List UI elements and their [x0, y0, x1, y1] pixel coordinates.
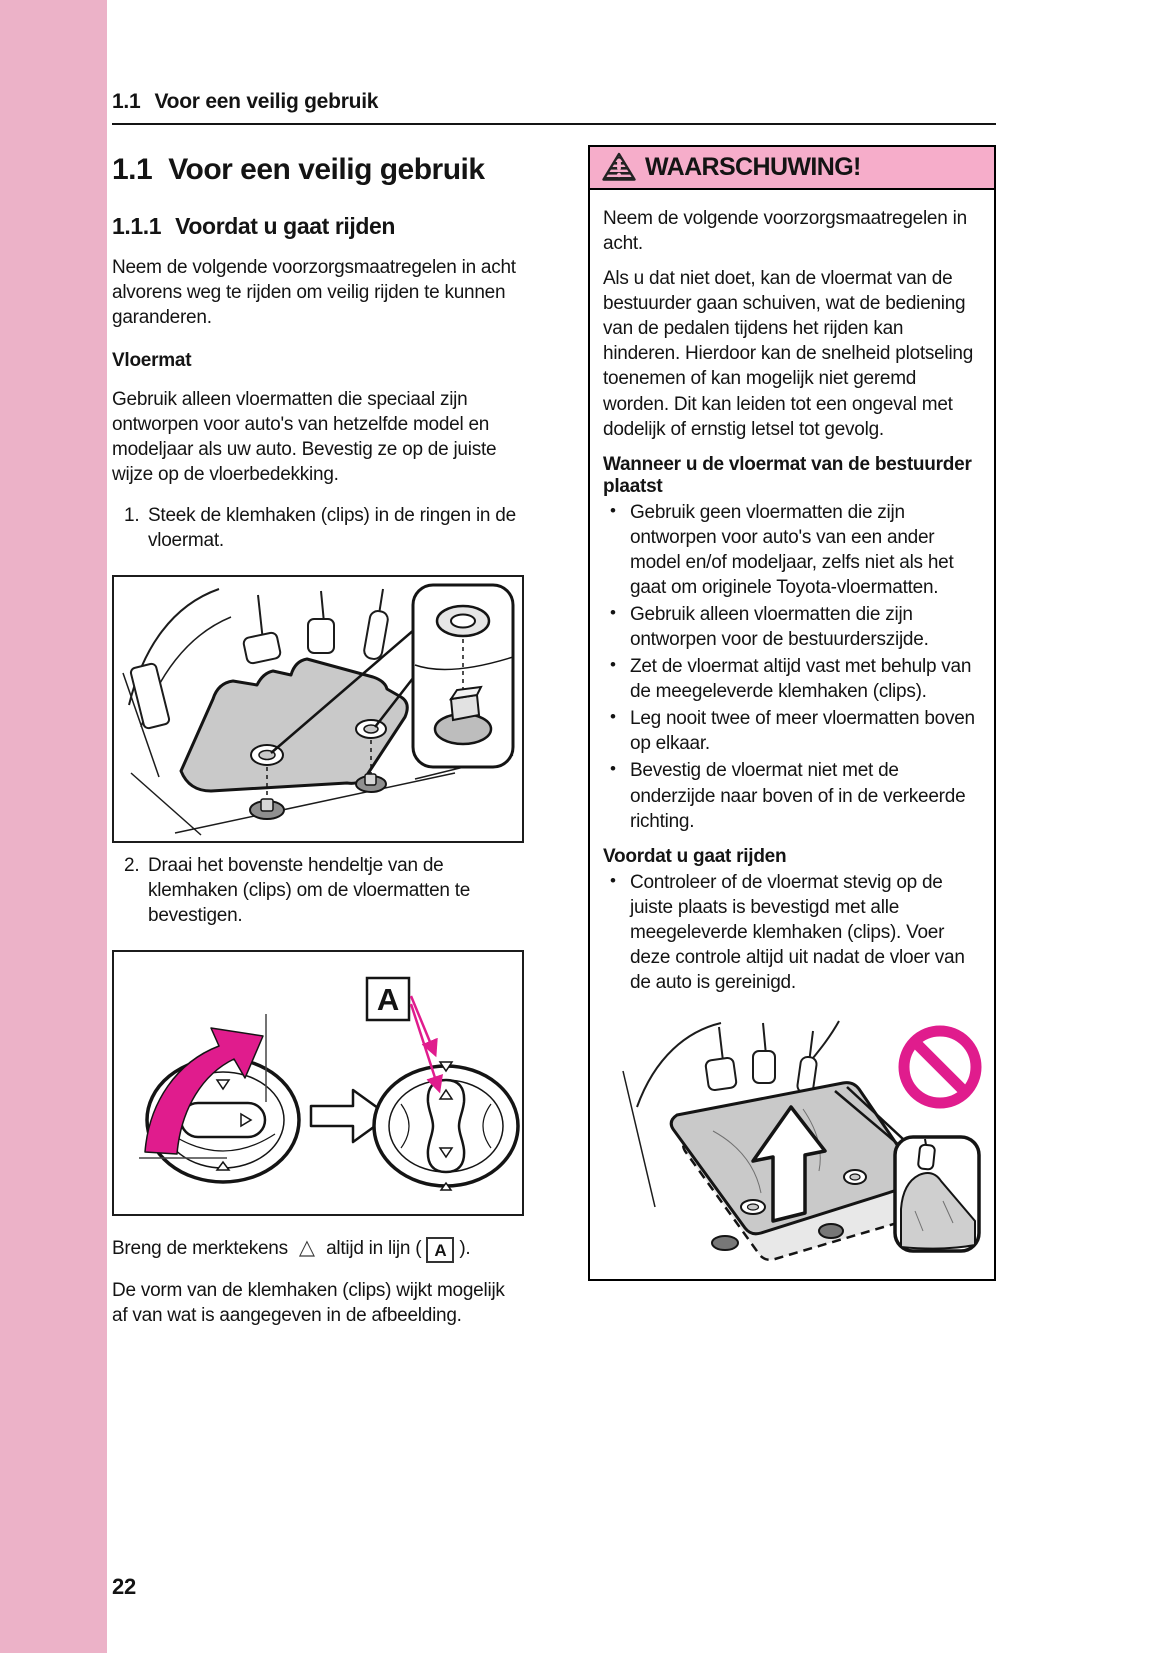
triangle-marker-icon: △ — [298, 1235, 316, 1259]
subsection-title — [112, 213, 524, 240]
warning-box — [588, 145, 996, 1281]
alignment-note-text: altijd in lijn ( — [326, 1237, 422, 1259]
left-dial — [139, 1014, 299, 1182]
warning-body — [590, 190, 994, 1279]
figure-wrong-mat-placement — [603, 1011, 981, 1261]
section-title-text: Voor een veilig gebruik — [168, 153, 485, 186]
step-text: Steek de klemhaken (clips) in de ringen in de vloermat. — [148, 504, 516, 551]
label-a-text: A — [376, 981, 400, 1017]
warning-triangle-icon — [602, 152, 636, 182]
page-edge-band — [0, 0, 107, 1653]
warning-bullet: • Bevestig de vloermat niet met de onderzijde naar boven of in de verkeerde richting. — [603, 758, 981, 833]
figure-floor-mat-clips — [112, 575, 524, 843]
shape-note: De vorm van de klemhaken (clips) wijkt mogelijk af van wat is aangegeven in de afbeelding. — [112, 1279, 505, 1327]
alignment-note-text: ). — [459, 1237, 471, 1259]
alignment-note-text: Breng de merktekens — [112, 1237, 288, 1259]
step-item — [124, 503, 524, 553]
running-header-number: 1.1 — [112, 90, 141, 113]
floor-mat-clips-illustration — [114, 577, 522, 841]
corner-detail-inset — [895, 1137, 979, 1251]
warning-bullet: • Gebruik geen vloermatten die zijn ontworpen voor auto's van een ander model en/of modeljaar, zelfs niet als het gaat om originele Toyota-vloermatten. — [603, 500, 981, 600]
warning-bullet: • Gebruik alleen vloermatten die zijn ontworpen voor de bestuurderszijde. — [603, 602, 981, 652]
step-list — [112, 503, 524, 553]
warning-bullet: • Zet de vloermat altijd vast met behulp van de meegeleverde klemhaken (clips). — [603, 654, 981, 704]
header-rule — [112, 123, 996, 125]
running-header-title: Voor een veilig gebruik — [154, 90, 379, 113]
right-dial — [374, 1062, 518, 1190]
label-a-box: A — [426, 1237, 454, 1263]
left-column — [112, 145, 524, 1343]
subsection-number: 1.1.1 — [112, 213, 162, 239]
warning-paragraph: Neem de volgende voorzorgsmaatregelen in acht. — [603, 208, 967, 255]
warning-paragraph: Als u dat niet doet, kan de vloermat van de bestuurder gaan schuiven, wat de bediening van de pedalen tijdens het rijden kan hinderen. Hierdoor kan de snelheid plotseling toenemen of kan mogelijk niet geremd worden. Dit kan leiden tot een ongeval met dodelijk of ernstig letsel tot gevolg. — [603, 268, 974, 440]
right-column — [588, 145, 996, 1343]
warning-bullet: • Controleer of de vloermat stevig op de juiste plaats is bevestigd met alle meegeleverde klemhaken (clips). Voer deze controle altijd uit nadat de vloer van de auto is gereinigd. — [603, 870, 981, 995]
step-number: 1. — [124, 504, 140, 526]
step-list — [112, 853, 524, 928]
manual-page — [112, 0, 996, 1343]
alignment-note — [112, 1234, 524, 1263]
subsection-title-text: Voordat u gaat rijden — [175, 213, 396, 239]
warning-bullet-list — [603, 870, 981, 995]
section-title — [112, 153, 524, 187]
prohibition-icon — [904, 1031, 976, 1103]
warning-subheading: Voordat u gaat rijden — [603, 845, 787, 867]
warning-bullet: • Leg nooit twee of meer vloermatten boven op elkaar. — [603, 706, 981, 756]
page-number: 22 — [112, 1574, 136, 1599]
running-header — [112, 0, 996, 114]
section-number: 1.1 — [112, 153, 153, 186]
vloermat-heading: Vloermat — [112, 350, 192, 372]
warning-subheading: Wanneer u de vloermat van de bestuurder plaatst — [603, 453, 972, 497]
vloermat-paragraph: Gebruik alleen vloermatten die speciaal zijn ontworpen voor auto's van hetzelfde model en modeljaar als uw auto. Bevestig ze op de juiste wijze op de vloerbedekking. — [112, 389, 497, 486]
step-text: Draai het bovenste hendeltje van de klemhaken (clips) om de vloermatten te bevestigen. — [148, 854, 471, 926]
floor-mat — [181, 659, 407, 791]
step-item — [124, 853, 524, 928]
wrong-mat-illustration — [603, 1011, 983, 1261]
figure-clip-dials — [112, 950, 524, 1216]
warning-bullet-list — [603, 500, 981, 834]
callout-arrow-icon — [411, 996, 435, 1054]
warning-title: WAARSCHUWING! — [645, 152, 861, 181]
intro-paragraph: Neem de volgende voorzorgsmaatregelen in acht alvorens weg te rijden om veilig rijden te kunnen garanderen. — [112, 257, 516, 329]
step-number: 2. — [124, 854, 140, 876]
warning-header — [590, 147, 994, 190]
detail-inset — [413, 585, 513, 767]
clip-dials-illustration — [114, 952, 522, 1214]
